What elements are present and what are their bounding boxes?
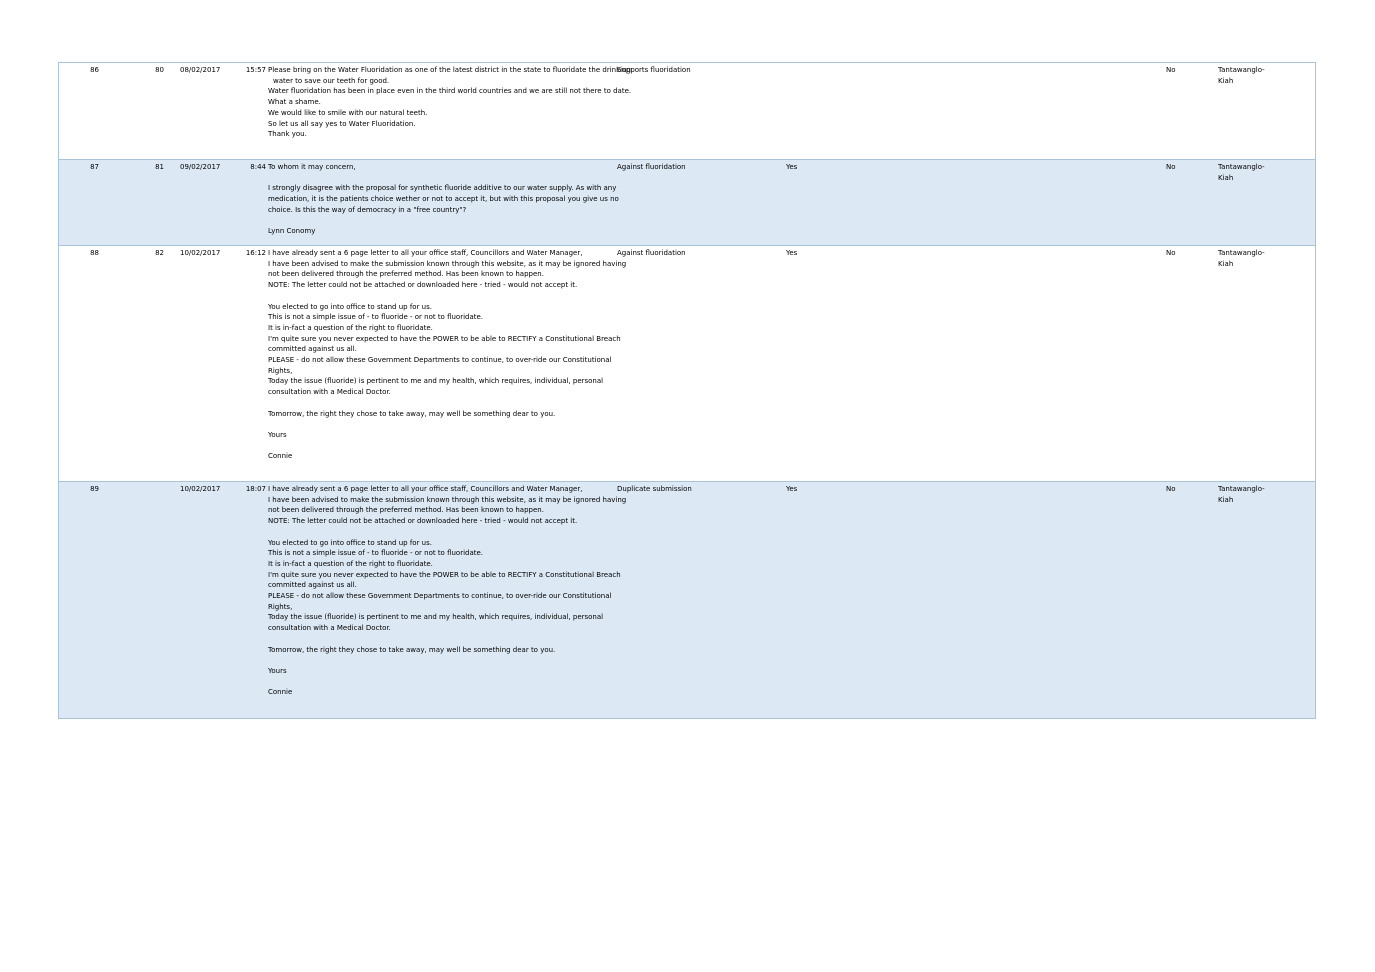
submission-text	[268, 65, 632, 140]
text-line	[268, 419, 618, 430]
text-line	[268, 527, 618, 538]
text-line: It is in-fact a question of the right to fluoridate.	[268, 559, 433, 568]
yes-flag: Yes	[786, 485, 798, 493]
text-line: Rights,	[268, 366, 293, 375]
text-line: consultation with a Medical Doctor.	[268, 388, 391, 397]
no-flag: No	[1166, 66, 1176, 74]
row-id: 88	[90, 249, 99, 257]
submission-date: 10/02/2017	[180, 249, 221, 257]
text-line: not been delivered through the preferred method. Has been known to happen.	[268, 270, 544, 279]
text-line: Yours	[268, 666, 287, 675]
submission-text	[268, 484, 627, 698]
no-flag: No	[1166, 249, 1176, 257]
text-line: It is in-fact a question of the right to fluoridate.	[268, 323, 433, 332]
submission-date: 10/02/2017	[180, 485, 221, 493]
table-row	[59, 63, 1315, 160]
text-line: I have been advised to make the submission known through this website, as it may be ignored having	[268, 495, 627, 504]
text-line: To whom it may concern,	[268, 163, 356, 171]
text-line: What a shame.	[268, 98, 321, 107]
text-line	[268, 173, 618, 184]
text-line: committed against us all.	[268, 345, 357, 354]
submission-time: 8:44	[250, 163, 266, 171]
submission-time: 18:07	[245, 485, 266, 493]
text-line	[268, 441, 618, 452]
text-line: medication, it is the patients choice wether or not to accept it, but with this proposal you give us no	[268, 195, 619, 204]
text-line: I'm quite sure you never expected to have the POWER to be able to RECTIFY a Constitutional Breach	[268, 570, 621, 579]
text-line: This is not a simple issue of - to fluoride - or not to fluoridate.	[268, 549, 484, 558]
text-line: PLEASE - do not allow these Government Departments to continue, to over-ride our Constitutional	[268, 592, 612, 601]
text-line: not been delivered through the preferred method. Has been known to happen.	[268, 506, 544, 515]
text-line: I have already sent a 6 page letter to all your office staff, Councillors and Water Manager,	[268, 249, 583, 257]
yes-flag: Yes	[786, 249, 798, 257]
text-line: Lynn Conomy	[268, 227, 316, 236]
text-line: We would like to smile with our natural teeth.	[268, 108, 428, 117]
row-id: 86	[90, 66, 99, 74]
area-name: Tantawanglo-Kiah	[1218, 485, 1265, 504]
text-line	[268, 634, 618, 645]
text-line: I'm quite sure you never expected to have the POWER to be able to RECTIFY a Constitutional Breach	[268, 334, 621, 343]
text-line: Rights,	[268, 602, 293, 611]
submission-time: 16:12	[245, 249, 266, 257]
submission-number: 80	[155, 66, 164, 74]
text-line: Tomorrow, the right they chose to take away, may well be something dear to you.	[268, 409, 556, 418]
text-line: Today the issue (fluoride) is pertinent to me and my health, which requires, individual, personal	[268, 613, 604, 622]
text-line: NOTE: The letter could not be attached or downloaded here - tried - would not accept it.	[268, 517, 578, 526]
text-line: Tomorrow, the right they chose to take away, may well be something dear to you.	[268, 645, 556, 654]
text-line: You elected to go into office to stand up for us.	[268, 538, 432, 547]
table-row	[59, 482, 1315, 719]
text-line: Connie	[268, 688, 293, 697]
submission-text	[268, 248, 627, 462]
text-line: Please bring on the Water Fluoridation as one of the latest district in the state to fluoridate the drinking	[268, 66, 631, 74]
submissions-table	[58, 62, 1316, 719]
row-id: 89	[90, 485, 99, 493]
text-line: choice. Is this the way of democracy in a "free country"?	[268, 205, 467, 214]
text-line	[268, 291, 618, 302]
text-line	[268, 677, 618, 688]
submission-text	[268, 162, 618, 237]
row-id: 87	[90, 163, 99, 171]
table-row	[59, 160, 1315, 246]
text-line: Connie	[268, 452, 293, 461]
submission-date: 09/02/2017	[180, 163, 221, 171]
text-line: Thank you.	[268, 130, 307, 139]
position-category: Duplicate submission	[617, 485, 692, 493]
position-category: Against fluoridation	[617, 163, 686, 171]
text-line: You elected to go into office to stand up for us.	[268, 302, 432, 311]
submission-number: 82	[155, 249, 164, 257]
text-line: So let us all say yes to Water Fluoridation.	[268, 119, 416, 128]
text-line: water to save our teeth for good.	[273, 76, 390, 85]
no-flag: No	[1166, 485, 1176, 493]
text-line	[268, 655, 618, 666]
text-line: I strongly disagree with the proposal for synthetic fluoride additive to our water supply. As with any	[268, 184, 617, 193]
area-name: Tantawanglo-Kiah	[1218, 163, 1265, 182]
text-line: Yours	[268, 430, 287, 439]
text-line: I have been advised to make the submission known through this website, as it may be ignored having	[268, 259, 627, 268]
table-row	[59, 246, 1315, 482]
position-category: Supports fluoridation	[617, 66, 691, 74]
text-line	[268, 216, 618, 227]
text-line: NOTE: The letter could not be attached or downloaded here - tried - would not accept it.	[268, 281, 578, 290]
text-line	[268, 398, 618, 409]
no-flag: No	[1166, 163, 1176, 171]
text-line: I have already sent a 6 page letter to all your office staff, Councillors and Water Manager,	[268, 485, 583, 493]
position-category: Against fluoridation	[617, 249, 686, 257]
text-line: consultation with a Medical Doctor.	[268, 624, 391, 633]
text-line: This is not a simple issue of - to fluoride - or not to fluoridate.	[268, 313, 484, 322]
text-line: committed against us all.	[268, 581, 357, 590]
yes-flag: Yes	[786, 163, 798, 171]
text-line: Water fluoridation has been in place even in the third world countries and we are still not there to date.	[268, 87, 632, 96]
text-line: PLEASE - do not allow these Government Departments to continue, to over-ride our Constitutional	[268, 356, 612, 365]
text-line: Today the issue (fluoride) is pertinent to me and my health, which requires, individual, personal	[268, 377, 604, 386]
submission-time: 15:57	[245, 66, 266, 74]
submission-date: 08/02/2017	[180, 66, 221, 74]
area-name: Tantawanglo-Kiah	[1218, 66, 1265, 85]
submission-number: 81	[155, 163, 164, 171]
area-name: Tantawanglo-Kiah	[1218, 249, 1265, 268]
